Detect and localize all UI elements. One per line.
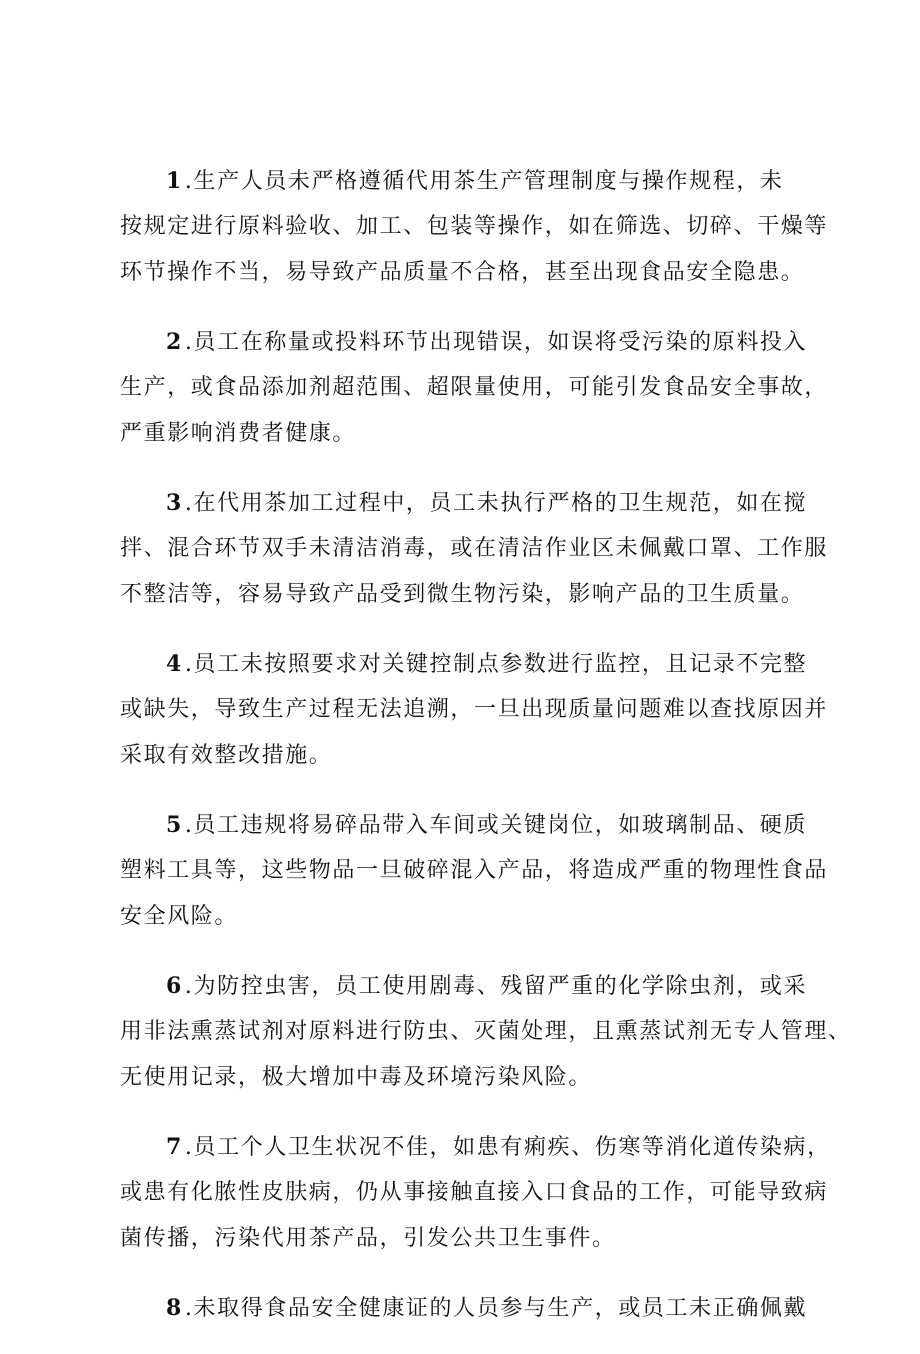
paragraph-2-line-1 xyxy=(120,319,820,365)
paragraph-6-number: 6 xyxy=(166,973,183,999)
paragraph-3-line-1 xyxy=(120,480,820,526)
paragraph-5-number: 5 xyxy=(166,812,183,838)
paragraph-3-line-1-text: .在代用茶加工过程中，员工未执行严格的卫生规范，如在搅 xyxy=(184,491,808,516)
paragraph-3-number: 3 xyxy=(166,490,183,516)
paragraph-7-line-3: 菌传播，污染代用茶产品，引发公共卫生事件。 xyxy=(120,1226,616,1251)
paragraph-4-line-2: 或缺失，导致生产过程无法追溯，一旦出现质量问题难以查找原因并 xyxy=(120,697,829,722)
paragraph-3 xyxy=(120,480,829,618)
paragraph-1-line-2: 按规定进行原料验收、加工、包装等操作，如在筛选、切碎、干燥等 xyxy=(120,214,829,239)
paragraph-4-line-1-text: .员工未按照要求对关键控制点参数进行监控，且记录不完整 xyxy=(184,652,808,677)
paragraph-7-line-1-text: .员工个人卫生状况不佳，如患有痢疾、伤寒等消化道传染病， xyxy=(184,1135,831,1160)
paragraph-6 xyxy=(120,963,852,1101)
paragraph-7 xyxy=(120,1124,831,1262)
paragraph-3-line-2: 拌、混合环节双手未清洁消毒，或在清洁作业区未佩戴口罩、工作服 xyxy=(120,536,829,561)
paragraph-2-line-2: 生产，或食品添加剂超范围、超限量使用，可能引发食品安全事故， xyxy=(120,375,829,400)
paragraph-6-line-1-text: .为防控虫害，员工使用剧毒、残留严重的化学除虫剂，或采 xyxy=(184,974,808,999)
paragraph-2-number: 2 xyxy=(166,329,183,355)
paragraph-8-line-1 xyxy=(120,1285,820,1331)
paragraph-7-line-2: 或患有化脓性皮肤病，仍从事接触直接入口食品的工作，可能导致病 xyxy=(120,1180,829,1205)
paragraph-4-line-1 xyxy=(120,641,820,687)
paragraph-6-line-1 xyxy=(120,963,820,1009)
paragraph-2 xyxy=(120,319,829,457)
paragraph-4-number: 4 xyxy=(166,651,183,677)
paragraph-5 xyxy=(120,802,829,940)
paragraph-5-line-2: 塑料工具等，这些物品一旦破碎混入产品，将造成严重的物理性食品 xyxy=(120,858,829,883)
paragraph-8 xyxy=(120,1285,820,1331)
paragraph-5-line-1 xyxy=(120,802,820,848)
paragraph-8-number: 8 xyxy=(166,1295,183,1321)
paragraph-3-line-3: 不整洁等，容易导致产品受到微生物污染，影响产品的卫生质量。 xyxy=(120,582,805,607)
paragraph-2-line-1-text: .员工在称量或投料环节出现错误，如误将受污染的原料投入 xyxy=(184,330,808,355)
paragraph-8-line-1-text: .未取得食品安全健康证的人员参与生产，或员工未正确佩戴 xyxy=(184,1296,808,1321)
paragraph-1-line-1 xyxy=(120,158,820,204)
paragraph-5-line-1-text: .员工违规将易碎品带入车间或关键岗位，如玻璃制品、硬质 xyxy=(184,813,808,838)
paragraph-4 xyxy=(120,641,829,779)
paragraph-2-line-3: 严重影响消费者健康。 xyxy=(120,421,357,446)
paragraph-6-line-2: 用非法熏蒸试剂对原料进行防虫、灭菌处理，且熏蒸试剂无专人管理、 xyxy=(120,1019,852,1044)
paragraph-1-number: 1 xyxy=(166,168,183,194)
paragraph-4-line-3: 采取有效整改措施。 xyxy=(120,743,333,768)
paragraph-1-line-3: 环节操作不当，易导致产品质量不合格，甚至出现食品安全隐患。 xyxy=(120,260,805,285)
paragraph-7-line-1 xyxy=(120,1124,831,1170)
paragraph-1 xyxy=(120,158,829,296)
paragraph-1-line-1-text: .生产人员未严格遵循代用茶生产管理制度与操作规程，未 xyxy=(184,169,784,194)
paragraph-6-line-3: 无使用记录，极大增加中毒及环境污染风险。 xyxy=(120,1065,593,1090)
paragraph-5-line-3: 安全风险。 xyxy=(120,904,239,929)
paragraph-7-number: 7 xyxy=(166,1134,183,1160)
document-body xyxy=(120,158,852,1354)
